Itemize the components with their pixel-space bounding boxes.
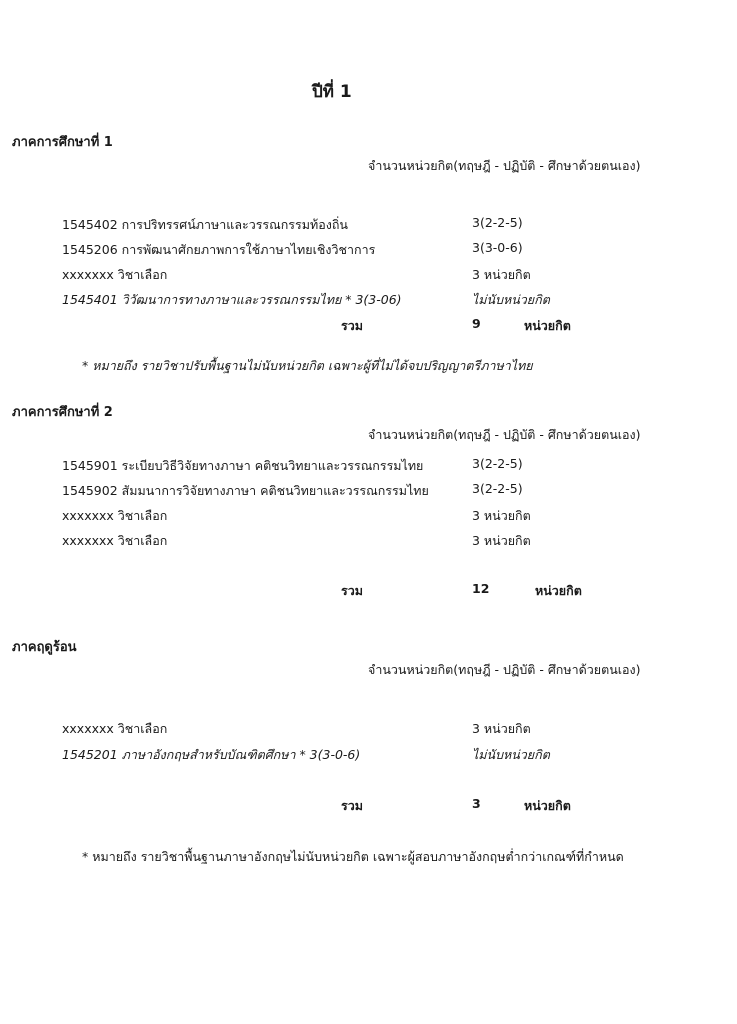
- semester-1-title: ภาคการศึกษาที่ 1: [12, 135, 113, 150]
- course-name: 1545401 วิวัฒนาการทางภาษาและวรรณกรรมไทย * 3(3-06): [62, 292, 402, 307]
- course-credit: 3 หน่วยกิต: [472, 721, 531, 736]
- total-label: รวม: [341, 798, 363, 813]
- semester-2-credit-header: จำนวนหน่วยกิต(ทฤษฎี - ปฏิบัติ - ศึกษาด้วยตนเอง): [368, 427, 641, 442]
- course-credit: 3 หน่วยกิต: [472, 533, 531, 548]
- total-value: 9: [472, 316, 481, 331]
- semester-1-credit-header: จำนวนหน่วยกิต(ทฤษฎี - ปฏิบัติ - ศึกษาด้วยตนเอง): [368, 158, 641, 173]
- course-credit: 3 หน่วยกิต: [472, 267, 531, 282]
- course-credit: 3(2-2-5): [472, 456, 523, 471]
- course-name: 1545902 สัมมนาการวิจัยทางภาษา คติชนวิทยาและวรรณกรรมไทย: [62, 483, 429, 498]
- footnote: * หมายถึง รายวิชาปรับพื้นฐานไม่นับหน่วยกิต เฉพาะผู้ที่ไม่ได้จบปริญญาตรีภาษาไทย: [82, 358, 533, 373]
- course-credit: 3(3-0-6): [472, 240, 523, 255]
- page-title: ปีที่ 1: [312, 82, 352, 102]
- course-name: xxxxxxx วิชาเลือก: [62, 508, 168, 523]
- total-label: รวม: [341, 318, 363, 333]
- course-name: xxxxxxx วิชาเลือก: [62, 533, 168, 548]
- total-unit: หน่วยกิต: [524, 798, 571, 813]
- course-credit: ไม่นับหน่วยกิต: [472, 292, 550, 307]
- summer-credit-header: จำนวนหน่วยกิต(ทฤษฎี - ปฏิบัติ - ศึกษาด้วยตนเอง): [368, 662, 641, 677]
- footnote: * หมายถึง รายวิชาพื้นฐานภาษาอังกฤษไม่นับหน่วยกิต เฉพาะผู้สอบภาษาอังกฤษต่ำกว่าเกณฑ์ที่กำหนด: [82, 849, 624, 864]
- course-credit: 3 หน่วยกิต: [472, 508, 531, 523]
- course-name: 1545402 การปริทรรศน์ภาษาและวรรณกรรมท้องถิ่น: [62, 217, 348, 232]
- semester-2-title: ภาคการศึกษาที่ 2: [12, 405, 113, 420]
- course-name: xxxxxxx วิชาเลือก: [62, 267, 168, 282]
- course-name: 1545201 ภาษาอังกฤษสำหรับบัณฑิตศึกษา * 3(3-0-6): [62, 747, 361, 762]
- course-name: 1545901 ระเบียบวิธีวิจัยทางภาษา คติชนวิทยาและวรรณกรรมไทย: [62, 458, 424, 473]
- total-unit: หน่วยกิต: [524, 318, 571, 333]
- course-name: 1545206 การพัฒนาศักยภาพการใช้ภาษาไทยเชิงวิชาการ: [62, 242, 376, 257]
- course-credit: 3(2-2-5): [472, 215, 523, 230]
- course-name: xxxxxxx วิชาเลือก: [62, 721, 168, 736]
- total-unit: หน่วยกิต: [535, 583, 582, 598]
- summer-title: ภาคฤดูร้อน: [12, 640, 77, 655]
- total-value: 3: [472, 796, 481, 811]
- course-credit: 3(2-2-5): [472, 481, 523, 496]
- total-value: 12: [472, 581, 490, 596]
- course-credit: ไม่นับหน่วยกิต: [472, 747, 550, 762]
- total-label: รวม: [341, 583, 363, 598]
